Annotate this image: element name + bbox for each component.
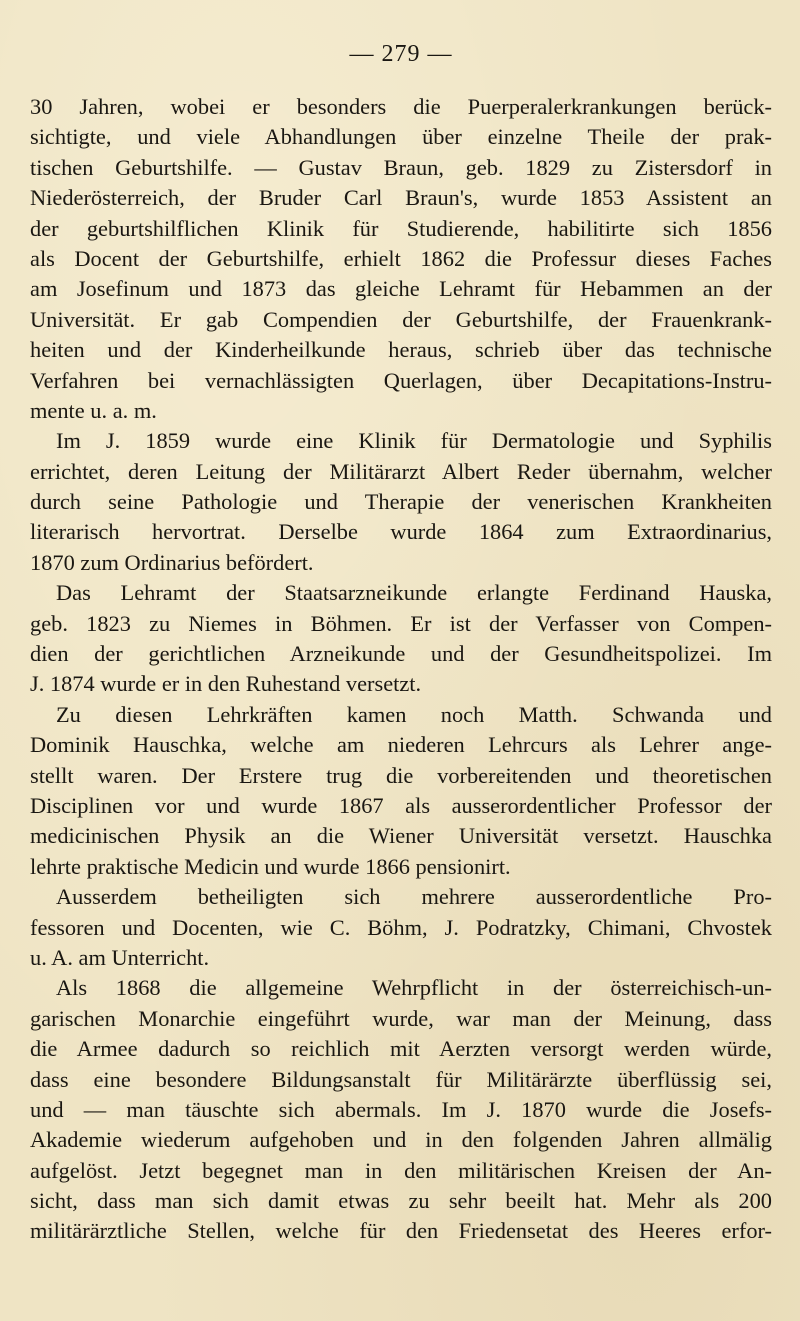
text-line: sichtigte, und viele Abhandlungen über einzelne Theile der prak-	[30, 124, 772, 150]
text-line: durch seine Pathologie und Therapie der venerischen Krankheiten	[30, 489, 772, 515]
text-line: mente u. a. m.	[30, 397, 157, 423]
text-line: am Josefinum und 1873 das gleiche Lehramt für Hebammen an der	[30, 276, 772, 302]
text-line: 1870 zum Ordinarius befördert.	[30, 549, 314, 575]
text-line: medicinischen Physik an die Wiener Universität versetzt. Hauschka	[30, 823, 772, 849]
text-line: sicht, dass man sich damit etwas zu sehr beeilt hat. Mehr als 200	[30, 1188, 772, 1214]
text-line: Ausserdem betheiligten sich mehrere ausserordentliche Pro-	[56, 884, 772, 910]
text-line: Universität. Er gab Compendien der Geburtshilfe, der Frauenkrank-	[30, 306, 772, 332]
text-line: aufgelöst. Jetzt begegnet man in den militärischen Kreisen der An-	[30, 1157, 772, 1183]
body-text	[30, 92, 772, 1247]
text-line: literarisch hervortrat. Derselbe wurde 1864 zum Extraordinarius,	[30, 519, 772, 545]
text-line: militärärztliche Stellen, welche für den Friedensetat des Heeres erfor-	[30, 1218, 772, 1244]
text-line: Im J. 1859 wurde eine Klinik für Dermatologie und Syphilis	[56, 428, 772, 454]
text-line: Dominik Hauschka, welche am niederen Lehrcurs als Lehrer ange-	[30, 732, 772, 758]
text-line: Disciplinen vor und wurde 1867 als ausserordentlicher Professor der	[30, 792, 772, 818]
page-number: — 279 —	[349, 41, 453, 67]
text-line: J. 1874 wurde er in den Ruhestand versetzt.	[30, 671, 422, 697]
text-line: tischen Geburtshilfe. — Gustav Braun, geb. 1829 zu Zistersdorf in	[30, 154, 772, 180]
text-line: geb. 1823 zu Niemes in Böhmen. Er ist der Verfasser von Compen-	[30, 610, 772, 636]
text-line: Das Lehramt der Staatsarzneikunde erlangte Ferdinand Hauska,	[56, 580, 772, 606]
text-line: Verfahren bei vernachlässigten Querlagen, über Decapitations-Instru-	[30, 367, 772, 393]
text-line: Als 1868 die allgemeine Wehrpflicht in der österreichisch-un-	[56, 975, 772, 1001]
text-line: errichtet, deren Leitung der Militärarzt Albert Reder übernahm, welcher	[30, 458, 772, 484]
text-line: dien der gerichtlichen Arzneikunde und der Gesundheitspolizei. Im	[30, 641, 772, 667]
text-line: der geburtshilflichen Klinik für Studierende, habilitirte sich 1856	[30, 215, 772, 241]
text-line: Akademie wiederum aufgehoben und in den folgenden Jahren allmälig	[30, 1127, 772, 1153]
text-line: Zu diesen Lehrkräften kamen noch Matth. Schwanda und	[56, 701, 772, 727]
text-line: 30 Jahren, wobei er besonders die Puerperalerkrankungen berück-	[30, 94, 772, 119]
text-line: Niederösterreich, der Bruder Carl Braun's, wurde 1853 Assistent an	[30, 185, 772, 211]
text-line: lehrte praktische Medicin und wurde 1866 pensionirt.	[30, 853, 511, 879]
text-line: die Armee dadurch so reichlich mit Aerzten versorgt werden würde,	[30, 1036, 772, 1062]
text-line: stellt waren. Der Erstere trug die vorbereitenden und theoretischen	[30, 762, 772, 788]
text-line: garischen Monarchie eingeführt wurde, war man der Meinung, dass	[30, 1005, 772, 1031]
text-line: u. A. am Unterricht.	[30, 944, 210, 970]
text-line: fessoren und Docenten, wie C. Böhm, J. Podratzky, Chimani, Chvostek	[30, 914, 772, 940]
text-line: als Docent der Geburtshilfe, erhielt 1862 die Professur dieses Faches	[30, 245, 772, 271]
text-line: und — man täuschte sich abermals. Im J. 1870 wurde die Josefs-	[30, 1096, 772, 1122]
text-line: heiten und der Kinderheilkunde heraus, schrieb über das technische	[30, 337, 772, 363]
text-line: dass eine besondere Bildungsanstalt für Militärärzte überflüssig sei,	[30, 1066, 772, 1092]
